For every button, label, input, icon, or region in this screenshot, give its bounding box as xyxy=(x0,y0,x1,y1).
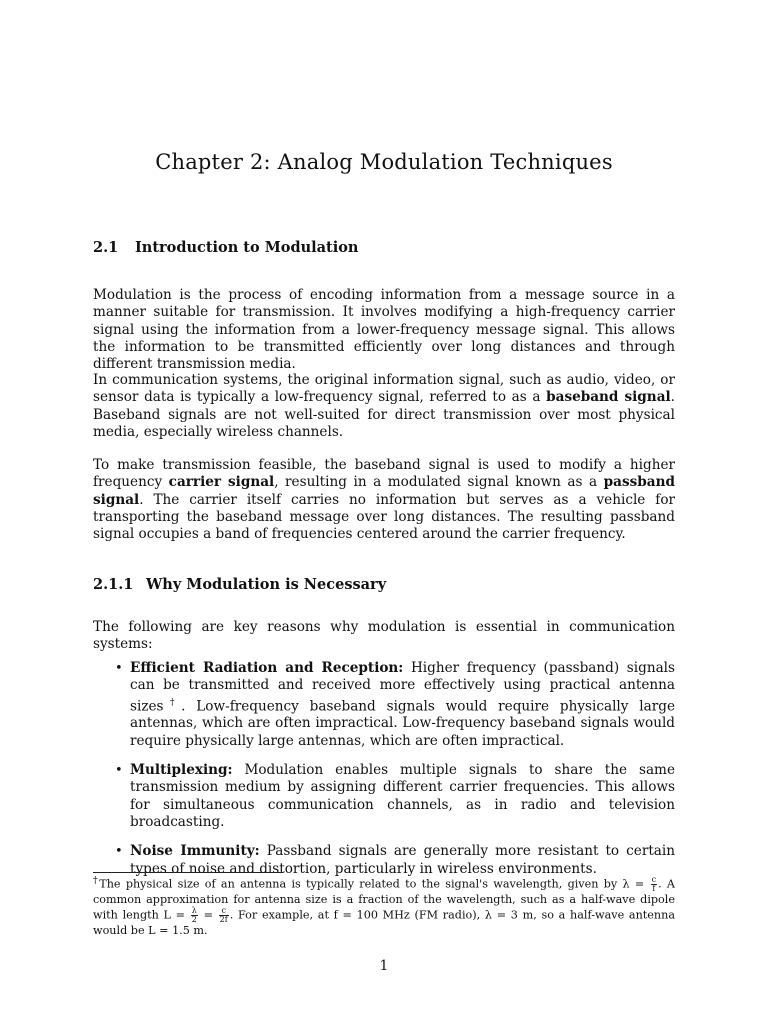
paragraph-modulation-definition: Modulation is the process of encoding information from a message source in a manner suitable for transmission. It involves modifying a high-frequency carrier signal using the information from a lower-frequency message signal. This allows the information to be transmitted efficiently over long distances and through different transmission media. xyxy=(93,287,675,373)
list-item xyxy=(113,660,675,750)
numerator: c xyxy=(219,907,229,916)
paragraph-carrier xyxy=(93,457,675,543)
footnote-rule xyxy=(93,872,283,873)
footnote-marker: † xyxy=(93,876,100,886)
denominator: 2f xyxy=(219,914,228,924)
numerator: λ xyxy=(191,905,197,915)
paragraph-text: . Baseband signals are not well-suited for direct transmission over most physical media, especially wireless channels. xyxy=(93,389,675,440)
paragraph-text: In communication systems, the original information signal, such as audio, video, or sensor data is typically a low-frequency signal, referred to as a xyxy=(93,372,675,406)
denominator: f xyxy=(652,884,656,894)
paragraph-list-intro: The following are key reasons why modulation is essential in communication systems: xyxy=(93,619,675,653)
paragraph-text: To make transmission feasible, the baseband signal is used to modify a higher frequency xyxy=(93,457,675,491)
bullet-icon: • xyxy=(115,844,123,860)
section-number: 2.1 xyxy=(93,239,119,256)
list-item-title: Noise Immunity: xyxy=(130,843,260,860)
list-item-text: Modulation enables multiple signals to share the same transmission medium by assigning different carrier frequencies. This allows for simultaneous communication channels, as in radio and television broadcasting. xyxy=(130,762,675,830)
list-item-text: . Low-frequency baseband signals would require physically large antennas, which are often impractical. Low-frequency baseband signals would require physically large antennas, which are often impractical. xyxy=(130,698,675,749)
paragraph-text: , resulting in a modulated signal known as a xyxy=(274,474,604,491)
list-item-text: Higher frequency (passband) signals can be transmitted and received more effectively using practical antenna sizes xyxy=(130,660,675,715)
list-item xyxy=(113,762,675,831)
equals-sign: = xyxy=(198,908,218,922)
section-title: Introduction to Modulation xyxy=(135,239,359,256)
footnote xyxy=(93,875,675,937)
list-item-text: Passband signals are generally more resistant to certain types of noise and distortion, particularly in wireless environments. xyxy=(130,843,675,877)
list-item-title: Efficient Radiation and Reception: xyxy=(130,660,404,676)
footnote-text: . For example, at f = 100 MHz (FM radio), λ = 3 m, so a half-wave antenna would be L = 1.5 m. xyxy=(93,908,675,937)
paragraph-baseband xyxy=(93,372,675,441)
subsection-heading xyxy=(93,576,386,593)
term-carrier-signal: carrier signal xyxy=(168,474,275,491)
section-heading xyxy=(93,239,358,256)
subsection-title: Why Modulation is Necessary xyxy=(146,576,387,593)
fraction xyxy=(191,907,198,924)
footnote-marker: † xyxy=(163,697,182,708)
reasons-list xyxy=(113,660,675,890)
bullet-icon: • xyxy=(115,661,123,676)
fraction xyxy=(651,876,657,893)
paragraph-text: . The carrier itself carries no information but serves as a vehicle for transporting the baseband message over long distances. The resulting passband signal occupies a band of frequencies centered around the carrier frequency. xyxy=(93,491,675,543)
footnote-text: The physical size of an antenna is typically related to the signal's wavelength, given by λ = xyxy=(99,877,650,891)
term-baseband-signal: baseband signal xyxy=(546,389,671,406)
fraction xyxy=(219,907,229,924)
subsection-number: 2.1.1 xyxy=(93,576,134,593)
term-passband-signal: passband signal xyxy=(93,474,675,508)
footnote-text: . A common approximation for antenna size is a fraction of the wavelength, such as a half-wave dipole with length L = xyxy=(93,877,675,922)
page-number: 1 xyxy=(379,958,389,974)
chapter-title: Chapter 2: Analog Modulation Techniques xyxy=(155,150,613,174)
list-item-title: Multiplexing: xyxy=(130,762,233,779)
numerator: c xyxy=(651,875,657,885)
denominator: 2 xyxy=(191,914,197,924)
bullet-icon: • xyxy=(115,763,123,779)
